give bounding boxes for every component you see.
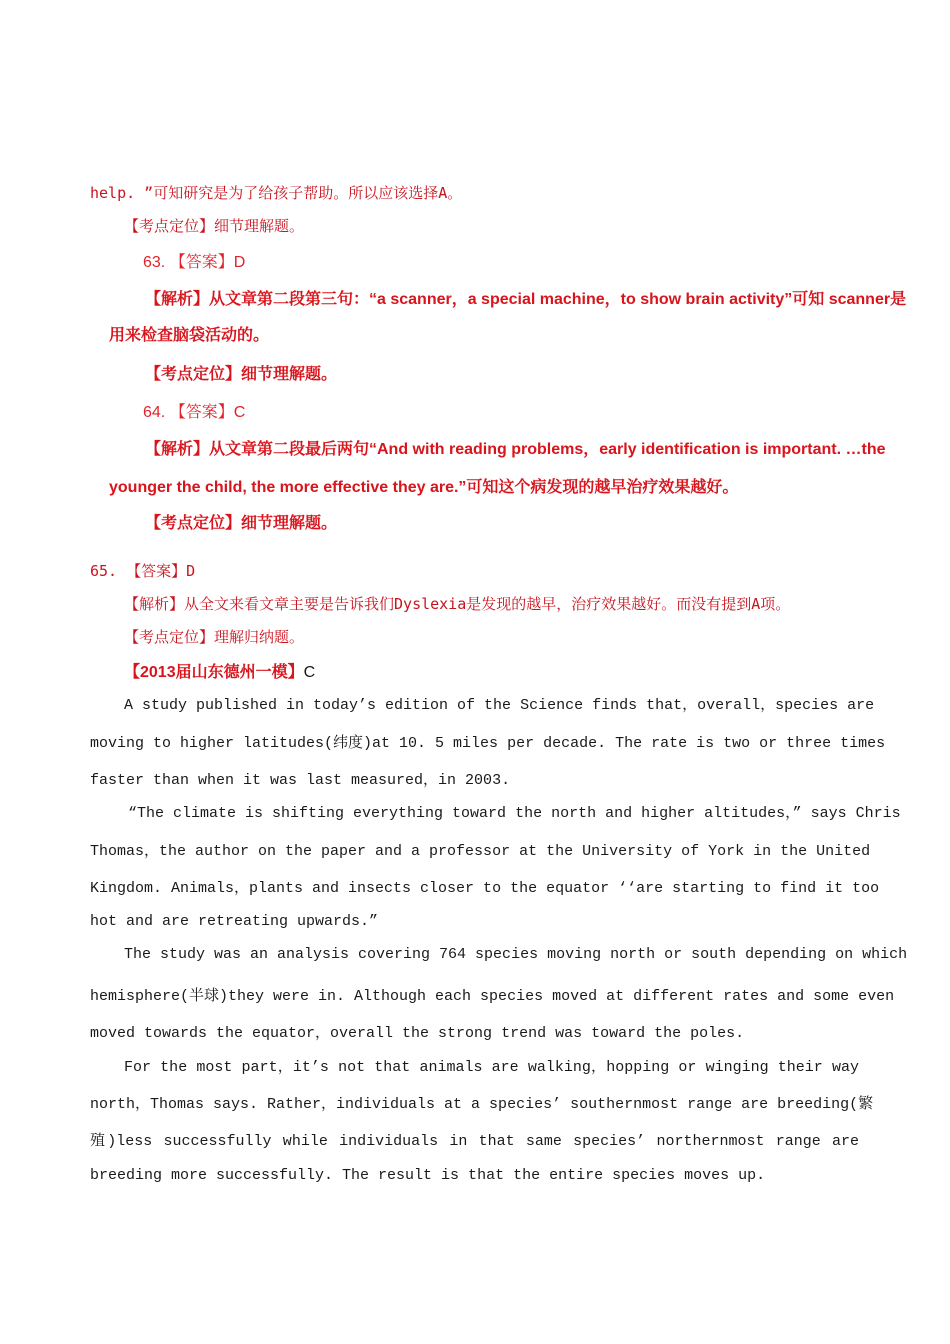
source-heading-answer: C [303, 664, 316, 681]
q63-analysis-line-1: 【解析】从文章第二段第三句：“a scanner，a special machine，to show brain activity”可知 scanner是 [145, 291, 907, 308]
passage-p2-line-3: Kingdom. Animals，plants and insects closer to the equator ‘‘are starting to find it too [90, 880, 880, 897]
q63-analysis-line-2: 用来检查脑袋活动的。 [109, 327, 270, 344]
passage-p3-line-1: The study was an analysis covering 764 species moving north or south depending on which [124, 946, 908, 963]
passage-p4-line-2: north，Thomas says. Rather，individuals at a species’ southernmost range are breeding(繁 [90, 1096, 874, 1113]
passage-p2-line-1: “The climate is shifting everything toward the north and higher altitudes，” says Chris [128, 805, 901, 822]
passage-p4-line-3: 殖)less successfully while individuals in that same species’ northernmost range are [90, 1133, 859, 1150]
passage-p4-line-4: breeding more successfully. The result is that the entire species moves up. [90, 1167, 766, 1184]
previous-analysis-continuation: help. ”可知研究是为了给孩子帮助。所以应该选择A。 [90, 184, 463, 202]
kaodian-line-2: 【考点定位】细节理解题。 [145, 366, 338, 383]
q65-answer: 65. 【答案】D [90, 562, 196, 580]
kaodian-line-4: 【考点定位】理解归纳题。 [124, 628, 305, 646]
q64-answer: 64. 【答案】C [143, 404, 246, 421]
source-heading [124, 659, 315, 682]
kaodian-line-3: 【考点定位】细节理解题。 [145, 515, 338, 532]
passage-p1-line-3: faster than when it was last measured，in 2003. [90, 772, 511, 789]
q64-analysis-line-2: younger the child, the more effective they are.”可知这个病发现的越早治疗效果越好。 [109, 479, 739, 496]
q64-analysis-line-1: 【解析】从文章第二段最后两句“And with reading problems，early identification is important. …the [145, 441, 886, 458]
source-heading-label: 【2013届山东德州一模】 [124, 664, 304, 681]
q63-answer: 63. 【答案】D [143, 254, 246, 271]
passage-p2-line-2: Thomas，the author on the paper and a professor at the University of York in the United [90, 843, 871, 860]
passage-p4-line-1: For the most part，it’s not that animals are walking，hopping or winging their way [124, 1059, 859, 1076]
kaodian-line-1: 【考点定位】细节理解题。 [124, 217, 305, 235]
q65-analysis: 【解析】从全文来看文章主要是告诉我们Dyslexia是发现的越早，治疗效果越好。而没有提到A项。 [124, 595, 791, 613]
passage-p2-line-4: hot and are retreating upwards.” [90, 913, 379, 930]
passage-p1-line-1: A study published in today’s edition of the Science finds that，overall，species are [124, 697, 875, 714]
passage-p1-line-2: moving to higher latitudes(纬度)at 10. 5 miles per decade. The rate is two or three times [90, 735, 886, 752]
passage-p3-line-2: hemisphere(半球)they were in. Although each species moved at different rates and some even [90, 988, 895, 1005]
passage-p3-line-3: moved towards the equator，overall the strong trend was toward the poles. [90, 1025, 745, 1042]
